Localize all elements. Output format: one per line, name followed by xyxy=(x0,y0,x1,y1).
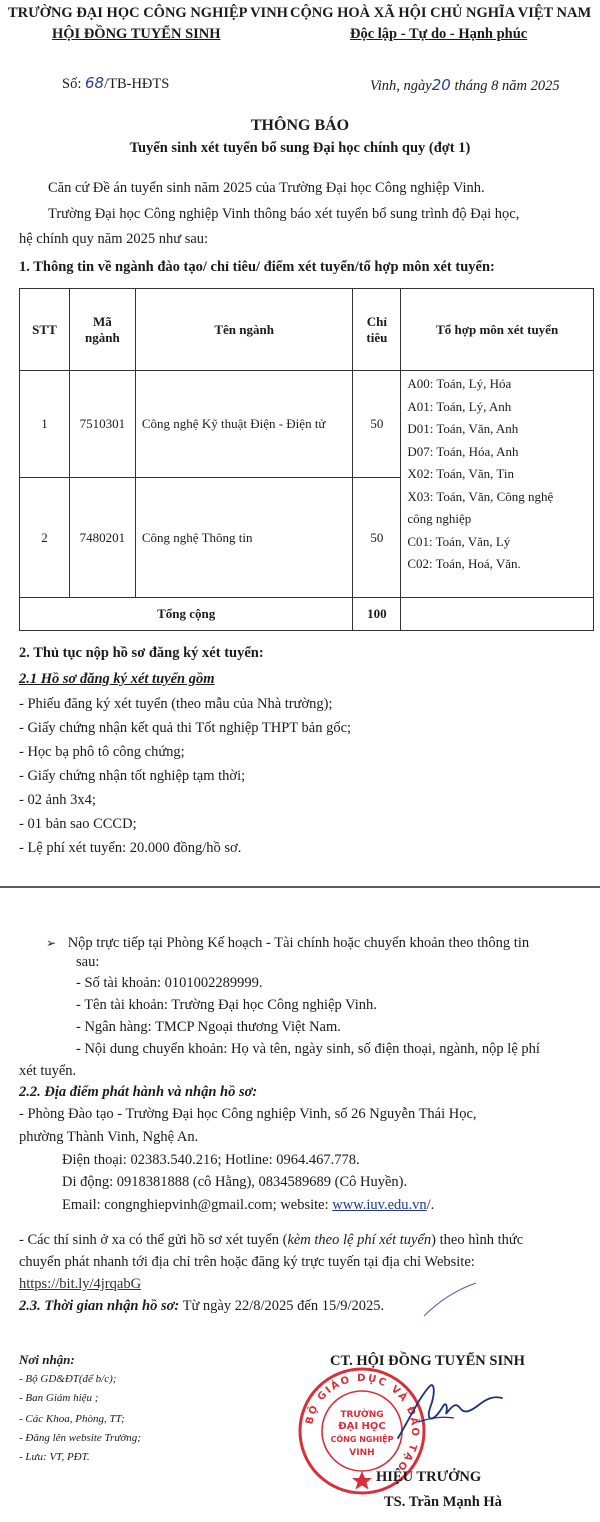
document-title: THÔNG BÁO xyxy=(250,117,350,134)
transfer-content-1: - Nội dung chuyển khoản: Họ và tên, ngày sinh, số điện thoại, ngành, nộp lệ phí xyxy=(76,1041,540,1057)
handwritten-number: 68 xyxy=(84,74,105,92)
recipient-item: - Ban Giám hiệu ; xyxy=(19,1392,99,1404)
combo-item: A01: Toán, Lý, Anh xyxy=(407,398,512,414)
doc-item: - Giấy chứng nhận kết quả thi Tốt nghiệp THPT bản gốc; xyxy=(19,720,352,736)
handwritten-day: 20 xyxy=(431,76,451,94)
doc-item: - Học bạ phô tô công chứng; xyxy=(19,744,185,760)
recipient-item: - Các Khoa, Phòng, TT; xyxy=(19,1413,125,1425)
svg-text:ĐẠI HỌC: ĐẠI HỌC xyxy=(338,1421,386,1432)
document-number: Số: 68/TB-HĐTS xyxy=(62,74,170,92)
registration-link[interactable]: https://bit.ly/4jrqabG xyxy=(19,1276,142,1292)
account-number: - Số tài khoản: 0101002289999. xyxy=(76,975,263,991)
section-1-heading: 1. Thông tin về ngành đào tạo/ chỉ tiêu/ điểm xét tuyển/tổ hợp môn xét tuyển: xyxy=(19,259,495,275)
svg-text:BỘ GIÁO DỤC VÀ ĐÀO TẠO: BỘ GIÁO DỤC VÀ ĐÀO TẠO xyxy=(304,1372,421,1474)
section-2-2-heading: 2.2. Địa điểm phát hành và nhận hồ sơ: xyxy=(19,1084,258,1100)
remote-line-1: - Các thí sinh ở xa có thể gửi hồ sơ xét tuyển (kèm theo lệ phí xét tuyển) theo hình thức xyxy=(19,1232,524,1248)
payment-line-2: sau: xyxy=(76,954,100,970)
table-header-row xyxy=(20,289,594,371)
nation-title: CỘNG HOÀ XÃ HỘI CHỦ NGHĨA VIỆT NAM xyxy=(290,5,592,21)
intro-line-2: Trường Đại học Công nghiệp Vinh thông báo xét tuyển bổ sung trình độ Đại học, xyxy=(48,206,520,222)
intro-line-3: hệ chính quy năm 2025 như sau: xyxy=(19,231,209,247)
table-row xyxy=(20,371,594,478)
university-name: TRƯỜNG ĐẠI HỌC CÔNG NGHIỆP VINH xyxy=(8,5,288,21)
intro-line-1: Căn cứ Đề án tuyển sinh năm 2025 của Trường Đại học Công nghiệp Vinh. xyxy=(48,180,485,196)
doc-item: - 02 ảnh 3x4; xyxy=(19,792,96,808)
transfer-content-2: xét tuyển. xyxy=(19,1063,77,1079)
phone-line: Điện thoại: 02383.540.216; Hotline: 0964.467.778. xyxy=(62,1152,360,1168)
doc-item: - 01 bản sao CCCD; xyxy=(19,816,137,832)
signer-position: HIỆU TRƯỞNG xyxy=(376,1469,482,1485)
combo-item: D01: Toán, Văn, Anh xyxy=(407,421,519,436)
total-label: Tổng cộng xyxy=(20,598,353,631)
bank-name: - Ngân hàng: TMCP Ngoại thương Việt Nam. xyxy=(76,1019,341,1035)
national-motto: Độc lập - Tự do - Hạnh phúc xyxy=(350,26,528,42)
combo-item: C02: Toán, Hoá, Văn. xyxy=(407,556,521,571)
account-name: - Tên tài khoản: Trường Đại học Công nghiệp Vinh. xyxy=(76,997,377,1013)
row-1-code: 7510301 xyxy=(69,371,135,478)
row-2-name: Công nghệ Thông tin xyxy=(135,478,353,598)
svg-text:TRƯỜNG: TRƯỜNG xyxy=(340,1410,384,1420)
recipients-title: Nơi nhận: xyxy=(19,1352,75,1367)
website-link[interactable]: www.iuv.edu.vn xyxy=(332,1197,427,1213)
recipient-item: - Đăng lên website Trường; xyxy=(19,1432,141,1444)
combo-list xyxy=(401,371,594,598)
total-value: 100 xyxy=(353,598,401,631)
svg-text:CÔNG NGHIỆP: CÔNG NGHIỆP xyxy=(330,1435,394,1444)
location-line-2: phường Thành Vinh, Nghệ An. xyxy=(19,1129,199,1145)
combo-item: X03: Toán, Văn, Công nghệ xyxy=(407,488,554,504)
page-separator xyxy=(0,886,600,902)
remote-line-2: chuyển phát nhanh tới địa chỉ trên hoặc đăng ký trực tuyến tại địa chỉ Website: xyxy=(19,1254,475,1270)
row-2-code: 7480201 xyxy=(69,478,135,598)
doc-item: - Giấy chứng nhận tốt nghiệp tạm thời; xyxy=(19,768,246,784)
section-2-3: 2.3. Thời gian nhận hồ sơ: Từ ngày 22/8/2025 đến 15/9/2025. xyxy=(19,1298,385,1314)
email-line: Email: congnghiepvinh@gmail.com; website: www.iuv.edu.vn/. xyxy=(62,1197,435,1213)
combo-item: C01: Toán, Văn, Lý xyxy=(407,533,511,549)
document-date: Vinh, ngày20 tháng 8 năm 2025 xyxy=(370,76,560,94)
row-1-name: Công nghệ Kỹ thuật Điện - Điện tử xyxy=(135,371,353,478)
combo-item: công nghiệp xyxy=(407,511,472,526)
header-stt: STT xyxy=(20,289,70,371)
row-2-stt: 2 xyxy=(20,478,70,598)
recipient-item: - Lưu: VT, PĐT. xyxy=(19,1451,90,1463)
payment-line-1: ➢ Nộp trực tiếp tại Phòng Kế hoạch - Tài chính hoặc chuyển khoản theo thông tin xyxy=(46,935,530,951)
programs-table xyxy=(19,288,594,631)
header-code: Mã ngành xyxy=(69,289,135,371)
row-1-quota: 50 xyxy=(353,371,401,478)
combo-item: D07: Toán, Hóa, Anh xyxy=(407,443,519,459)
document-subtitle: Tuyển sinh xét tuyển bổ sung Đại học chính quy (đợt 1) xyxy=(129,140,471,156)
arrow-bullet-icon: ➢ xyxy=(46,936,57,950)
row-2-quota: 50 xyxy=(353,478,401,598)
combo-item: X02: Toán, Văn, Tin xyxy=(407,466,514,481)
row-1-stt: 1 xyxy=(20,371,70,478)
signer-name: TS. Trần Mạnh Hà xyxy=(384,1494,502,1510)
mobile-line: Di động: 0918381888 (cô Hằng), 0834589689 (Cô Huyền). xyxy=(62,1174,408,1190)
doc-item: - Lệ phí xét tuyển: 20.000 đồng/hồ sơ. xyxy=(19,840,242,856)
header-combos: Tổ hợp môn xét tuyển xyxy=(401,289,594,371)
document-page-2 xyxy=(0,902,600,1522)
council-name: HỘI ĐỒNG TUYỂN SINH xyxy=(52,26,221,42)
header-name: Tên ngành xyxy=(135,289,353,371)
table-total-row xyxy=(20,598,594,631)
location-line-1: - Phòng Đào tạo - Trường Đại học Công nghiệp Vinh, số 26 Nguyễn Thái Học, xyxy=(19,1106,477,1122)
doc-item: - Phiếu đăng ký xét tuyển (theo mẫu của Nhà trường); xyxy=(19,696,333,712)
handwritten-signature xyxy=(390,1378,510,1448)
signer-council: CT. HỘI ĐỒNG TUYỂN SINH xyxy=(330,1353,525,1369)
header-quota: Chỉ tiêu xyxy=(353,289,401,371)
combo-item: A00: Toán, Lý, Hóa xyxy=(407,376,512,391)
section-2-heading: 2. Thủ tục nộp hồ sơ đăng ký xét tuyển: xyxy=(19,645,264,661)
recipient-item: - Bộ GD&ĐT(để b/c); xyxy=(19,1373,117,1385)
section-2-1-heading: 2.1 Hồ sơ đăng ký xét tuyển gồm xyxy=(19,671,215,687)
svg-text:VINH: VINH xyxy=(349,1448,375,1458)
pen-stroke-icon xyxy=(420,1280,480,1320)
